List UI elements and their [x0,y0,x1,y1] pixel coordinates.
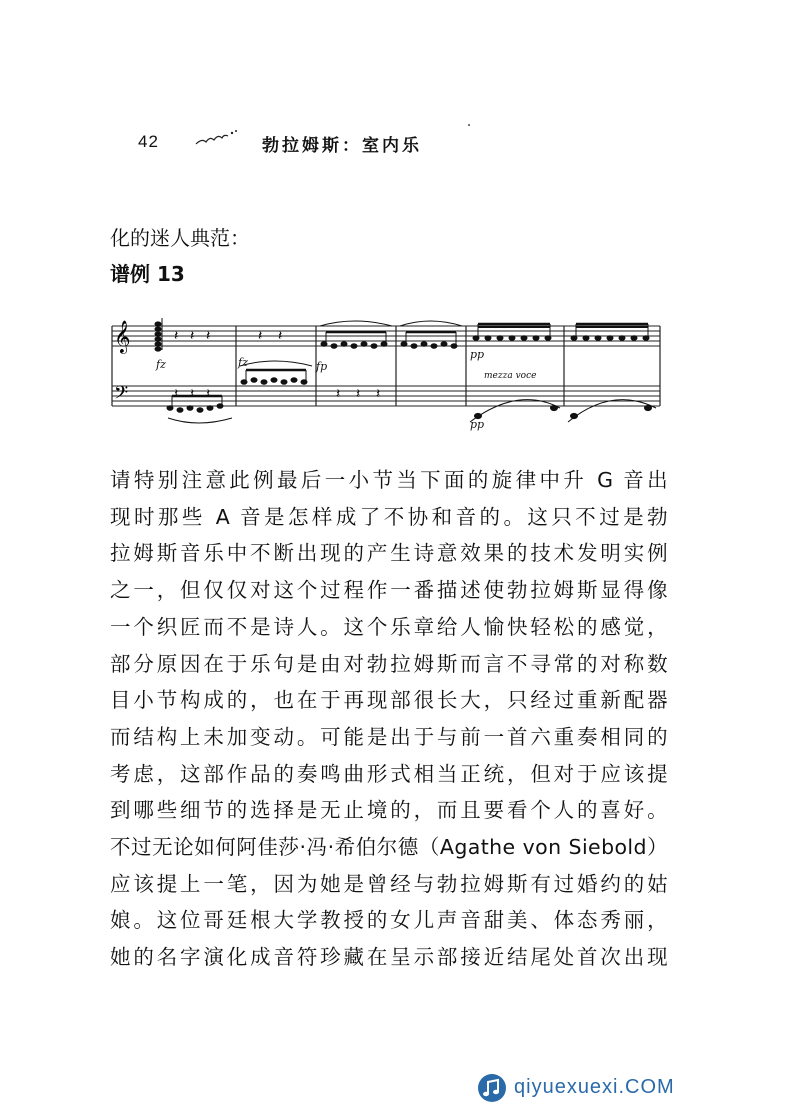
body-line: 之一，但仅仅对这个过程作一番描述使勃拉姆斯显得像 [110,578,668,603]
body-line: 拉姆斯音乐中不断出现的产生诗意效果的技术发明实例 [110,541,668,566]
site-watermark [476,1072,772,1108]
intro-line: 化的迷人典范： [110,226,250,250]
eighth-note-run-2 [240,361,312,384]
expression-mark: mezza voce [484,371,537,381]
eighth-note-run-5 [473,324,551,340]
body-line: 一个织匠而不是诗人。这个乐章给人愉快轻松的感觉， [110,614,668,639]
treble-clef-icon: 𝄞 [114,320,131,353]
body-line: 不过无论如何阿佳莎·冯·希伯尔德（Agathe von Siebold） [110,835,668,860]
watermark-text: qiyuexuexi.COM [514,1076,675,1098]
body-line: 部分原因在于乐句是由对勃拉姆斯而言不寻常的对称数 [110,651,668,676]
running-title: 勃拉姆斯：室内乐 [262,136,422,156]
print-speck [468,124,470,126]
body-paragraph [110,462,668,976]
page-number: 42 [138,132,159,151]
music-note-icon [476,1072,508,1104]
bass-melody-notes [470,400,656,422]
chord-notes [155,318,163,352]
svg-text:𝄽: 𝄽 [356,386,361,402]
dynamic-pp-2: pp [470,418,485,431]
body-line: 而结构上未加变动。可能是出于与前一首六重奏相同的 [110,724,668,749]
body-line: 应该提上一笔，因为她是曾经与勃拉姆斯有过婚约的姑 [110,871,668,896]
dynamic-fz-1: fz [156,358,166,371]
music-example-label: 谱例 13 [110,262,185,286]
body-line: 目小节构成的，也在于再现部很长大，只经过重新配器 [110,688,668,713]
body-line: 考虑，这部作品的奏鸣曲形式相当正统，但对于应该提 [110,761,668,786]
body-line: 到哪些细节的选择是无止境的，而且要看个人的喜好。 [110,798,668,823]
dynamic-fp: fp [316,360,328,373]
svg-text:𝄽: 𝄽 [206,328,211,344]
body-line: 她的名字演化成音符珍藏在呈示部接近结尾处首次出现 [110,945,668,970]
svg-text:𝄽: 𝄽 [258,328,263,344]
music-score-excerpt [108,316,664,438]
eighth-note-run-4 [400,321,462,348]
ornament-icon [194,128,240,148]
dynamics [155,348,536,431]
svg-text:𝄽: 𝄽 [278,328,283,344]
svg-text:𝄽: 𝄽 [174,386,179,402]
svg-text:𝄽: 𝄽 [376,386,381,402]
eighth-note-run-6 [571,324,649,340]
body-line: 请特别注意此例最后一小节当下面的旋律中升 G 音出 [110,468,668,492]
svg-text:𝄽: 𝄽 [336,386,341,402]
body-line: 娘。这位哥廷根大学教授的女儿声音甜美、体态秀丽， [110,908,668,933]
svg-text:𝄽: 𝄽 [206,386,211,402]
svg-text:𝄽: 𝄽 [190,386,195,402]
bass-clef-icon: 𝄢 [114,383,129,408]
eighth-note-run-3 [320,321,392,348]
page-header [138,128,498,158]
svg-text:𝄽: 𝄽 [174,328,179,344]
svg-text:𝄽: 𝄽 [190,328,195,344]
dynamic-fz-2: fz [238,356,248,369]
dynamic-pp-1: pp [470,348,485,361]
body-line: 现时那些 A 音是怎样成了不协和音的。这只不过是勃 [110,504,668,529]
